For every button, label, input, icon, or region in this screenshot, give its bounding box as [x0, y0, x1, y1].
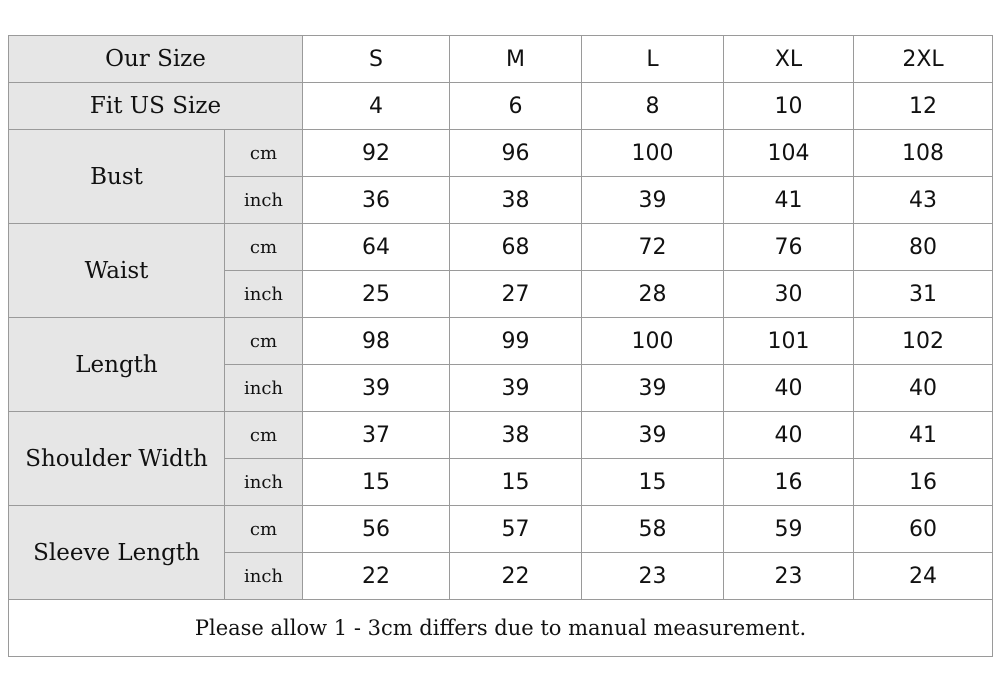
table-cell: 37 [303, 412, 450, 459]
table-cell: 64 [303, 224, 450, 271]
table-cell: 72 [582, 224, 724, 271]
unit-inch-label: inch [225, 177, 303, 224]
table-cell: 28 [582, 271, 724, 318]
fit-us-value: 6 [450, 83, 582, 130]
table-cell: 41 [724, 177, 854, 224]
table-cell: 60 [854, 506, 993, 553]
size-m: M [450, 36, 582, 83]
table-cell: 25 [303, 271, 450, 318]
table-cell: 31 [854, 271, 993, 318]
unit-inch-label: inch [225, 365, 303, 412]
our-size-label: Our Size [9, 36, 303, 83]
table-cell: 38 [450, 177, 582, 224]
table-cell: 24 [854, 553, 993, 600]
fit-us-value: 12 [854, 83, 993, 130]
table-cell: 92 [303, 130, 450, 177]
table-cell: 40 [724, 412, 854, 459]
size-s: S [303, 36, 450, 83]
table-cell: 39 [303, 365, 450, 412]
footnote-row [9, 600, 993, 657]
table-cell: 76 [724, 224, 854, 271]
table-cell: 39 [582, 365, 724, 412]
unit-cm-label: cm [225, 506, 303, 553]
table-cell: 40 [854, 365, 993, 412]
table-cell: 39 [582, 412, 724, 459]
table-cell: 56 [303, 506, 450, 553]
unit-inch-label: inch [225, 553, 303, 600]
size-xl: XL [724, 36, 854, 83]
table-cell: 104 [724, 130, 854, 177]
fit-us-value: 10 [724, 83, 854, 130]
fit-us-row [9, 83, 993, 130]
fit-us-label: Fit US Size [9, 83, 303, 130]
waist-label: Waist [9, 224, 225, 318]
table-cell: 101 [724, 318, 854, 365]
header-row [9, 36, 993, 83]
table-cell: 39 [582, 177, 724, 224]
table-cell: 30 [724, 271, 854, 318]
table-cell: 100 [582, 318, 724, 365]
table-cell: 23 [724, 553, 854, 600]
table-cell: 23 [582, 553, 724, 600]
table-cell: 15 [582, 459, 724, 506]
waist-cm-row [9, 224, 993, 271]
table-cell: 98 [303, 318, 450, 365]
fit-us-value: 4 [303, 83, 450, 130]
size-2xl: 2XL [854, 36, 993, 83]
sleeve-length-label: Sleeve Length [9, 506, 225, 600]
table-cell: 100 [582, 130, 724, 177]
length-cm-row [9, 318, 993, 365]
table-cell: 80 [854, 224, 993, 271]
table-cell: 59 [724, 506, 854, 553]
table-cell: 43 [854, 177, 993, 224]
table-cell: 16 [854, 459, 993, 506]
table-cell: 39 [450, 365, 582, 412]
unit-inch-label: inch [225, 271, 303, 318]
unit-cm-label: cm [225, 318, 303, 365]
size-chart-container [8, 35, 992, 657]
table-cell: 27 [450, 271, 582, 318]
footnote: Please allow 1 - 3cm differs due to manual measurement. [9, 600, 993, 657]
table-cell: 68 [450, 224, 582, 271]
table-cell: 38 [450, 412, 582, 459]
sleeve-length-cm-row [9, 506, 993, 553]
table-cell: 57 [450, 506, 582, 553]
table-cell: 96 [450, 130, 582, 177]
table-cell: 102 [854, 318, 993, 365]
table-cell: 108 [854, 130, 993, 177]
fit-us-value: 8 [582, 83, 724, 130]
table-cell: 40 [724, 365, 854, 412]
table-cell: 15 [303, 459, 450, 506]
unit-cm-label: cm [225, 412, 303, 459]
table-cell: 36 [303, 177, 450, 224]
table-cell: 22 [450, 553, 582, 600]
size-l: L [582, 36, 724, 83]
table-cell: 16 [724, 459, 854, 506]
table-cell: 41 [854, 412, 993, 459]
shoulder-width-cm-row [9, 412, 993, 459]
unit-cm-label: cm [225, 224, 303, 271]
bust-cm-row [9, 130, 993, 177]
bust-label: Bust [9, 130, 225, 224]
table-cell: 99 [450, 318, 582, 365]
table-cell: 22 [303, 553, 450, 600]
unit-cm-label: cm [225, 130, 303, 177]
size-chart-table [8, 35, 993, 657]
table-cell: 58 [582, 506, 724, 553]
shoulder-width-label: Shoulder Width [9, 412, 225, 506]
unit-inch-label: inch [225, 459, 303, 506]
table-cell: 15 [450, 459, 582, 506]
length-label: Length [9, 318, 225, 412]
